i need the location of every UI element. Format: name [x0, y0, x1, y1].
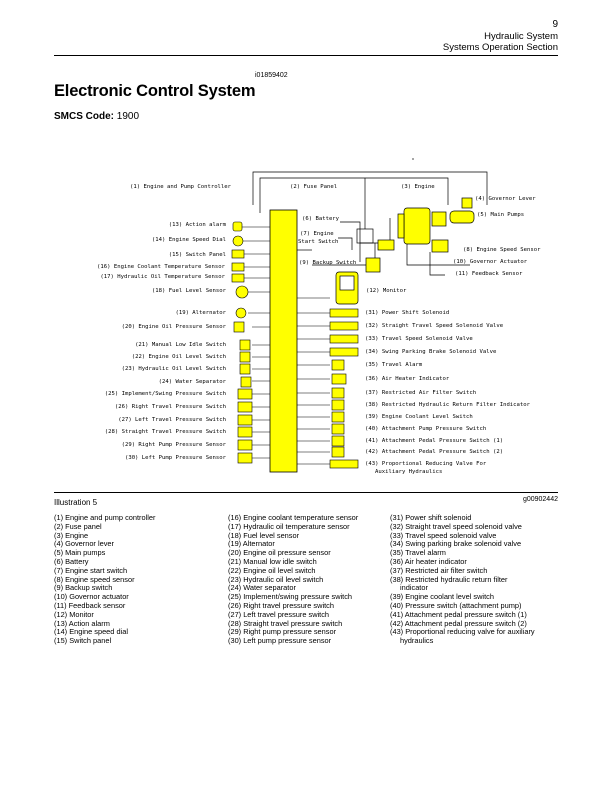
legend-item: (36) Air heater indicator: [390, 556, 467, 566]
label-34: (34) Swing Parking Brake Solenoid Valve: [365, 349, 497, 355]
legend-item: (30) Left pump pressure sensor: [228, 636, 332, 646]
legend-item: indicator: [400, 583, 428, 593]
legend-item: (1) Engine and pump controller: [54, 513, 156, 522]
legend-item: (7) Engine start switch: [54, 565, 128, 575]
label-33: (33) Travel Speed Solenoid Valve: [365, 336, 473, 342]
legend-item: (39) Engine coolant level switch: [390, 592, 494, 602]
label-26: (26) Right Travel Pressure Switch: [114, 404, 226, 410]
label-engine-speed-sensor: (8) Engine Speed Sensor: [463, 247, 541, 253]
document-id: i01859402: [255, 72, 288, 79]
label-37: (37) Restricted Air Filter Switch: [365, 390, 477, 396]
legend-item: (29) Right pump pressure sensor: [228, 627, 337, 637]
label-monitor: (12) Monitor: [366, 288, 407, 294]
label-21: (21) Manual Low Idle Switch: [135, 342, 226, 348]
label-governor-lever: (4) Governor Lever: [475, 196, 536, 202]
legend-item: (35) Travel alarm: [390, 548, 446, 558]
label-20: (20) Engine Oil Pressure Sensor: [121, 324, 226, 330]
label-fuse-panel: (2) Fuse Panel: [290, 184, 338, 190]
label-36: (36) Air Heater Indicator: [365, 376, 450, 382]
label-main-pumps: (5) Main Pumps: [477, 212, 525, 218]
label-13: (13) Action alarm: [168, 222, 226, 228]
smcs-label: SMCS Code:: [54, 111, 114, 122]
graphic-number: g00902442: [522, 496, 558, 503]
label-28: (28) Straight Travel Pressure Switch: [104, 429, 226, 435]
legend-item: (27) Left travel pressure switch: [228, 609, 330, 619]
legend-column-3: [390, 514, 535, 646]
label-35: (35) Travel Alarm: [365, 362, 423, 368]
legend-item: (4) Governor lever: [54, 539, 114, 549]
legend-item: (16) Engine coolant temperature sensor: [228, 513, 359, 522]
legend-item: (11) Feedback sensor: [54, 600, 126, 610]
illustration-label: Illustration 5: [54, 498, 98, 507]
label-governor-actuator: (10) Governor Actuator: [453, 259, 528, 265]
label-24: (24) Water Separator: [158, 379, 226, 385]
legend-item: (31) Power shift solenoid: [390, 513, 472, 522]
legend-item: (21) Manual low idle switch: [228, 556, 317, 566]
smcs-value: 1900: [116, 111, 140, 122]
label-19: (19) Alternator: [175, 310, 226, 316]
label-43-cont: Auxiliary Hydraulics: [375, 469, 443, 475]
legend-item: (34) Swing parking brake solenoid valve: [390, 539, 522, 549]
legend-item: (3) Engine: [54, 530, 89, 540]
legend-item: (33) Travel speed solenoid valve: [390, 530, 497, 540]
legend-item: (24) Water separator: [228, 583, 296, 593]
label-feedback-sensor: (11) Feedback Sensor: [455, 271, 523, 277]
label-27: (27) Left Travel Pressure Switch: [118, 417, 226, 423]
legend-item: (40) Pressure switch (attachment pump): [390, 600, 522, 610]
label-engine-start-2: Start Switch: [298, 239, 339, 245]
legend-item: (28) Straight travel pressure switch: [228, 618, 343, 628]
label-29: (29) Right Pump Pressure Sensor: [121, 442, 226, 448]
legend-item: (14) Engine speed dial: [54, 627, 128, 637]
label-engine: (3) Engine: [401, 184, 435, 190]
legend-column-1: [54, 514, 155, 646]
label-18: (18) Fuel Level Sensor: [151, 288, 226, 294]
legend-item: (13) Action alarm: [54, 618, 110, 628]
legend-item: (26) Right travel pressure switch: [228, 600, 334, 610]
header-subsection: Systems Operation Section: [442, 42, 558, 53]
legend-item: (41) Attachment pedal pressure switch (1): [390, 609, 527, 619]
legend-item: (25) Implement/swing pressure switch: [228, 592, 353, 602]
legend-item: (6) Battery: [54, 556, 89, 566]
page-title: Electronic Control System: [54, 82, 256, 100]
legend-item: (37) Restricted air filter switch: [390, 565, 488, 575]
legend-item: (43) Proportional reducing valve for auxiliary: [390, 627, 535, 637]
legend-item: (17) Hydraulic oil temperature sensor: [228, 521, 350, 531]
legend-item: (20) Engine oil pressure sensor: [228, 548, 331, 558]
legend-item: (19) Alternator: [228, 539, 275, 549]
label-43: (43) Proportional Reducing Valve For: [365, 461, 487, 467]
label-31: (31) Power Shift Solenoid: [365, 310, 450, 316]
label-battery: (6) Battery: [302, 216, 340, 222]
header-section: Hydraulic System: [484, 30, 558, 42]
label-39: (39) Engine Coolant Level Switch: [365, 414, 473, 420]
legend-item: (42) Attachment pedal pressure switch (2): [390, 618, 527, 628]
label-15: (15) Switch Panel: [168, 252, 226, 258]
label-16: (16) Engine Coolant Temperature Sensor: [97, 264, 225, 270]
legend-item: (2) Fuse panel: [54, 521, 102, 531]
legend-item: hydraulics: [400, 636, 434, 646]
legend-item: (18) Fuel level sensor: [228, 530, 300, 540]
legend-item: (38) Restricted hydraulic return filter: [390, 574, 508, 584]
label-14: (14) Engine Speed Dial: [151, 237, 226, 243]
legend-item: (10) Governor actuator: [54, 592, 129, 602]
label-41: (41) Attachment Pedal Pressure Switch (1): [365, 438, 504, 444]
legend-item: (5) Main pumps: [54, 548, 106, 558]
legend-item: (12) Monitor: [54, 609, 94, 619]
label-engine-start-1: (7) Engine: [300, 231, 334, 237]
legend-column-2: [228, 514, 358, 646]
label-backup-switch: (9) Backup Switch: [299, 260, 357, 266]
illustration-rule: [54, 492, 558, 493]
legend-item: (23) Hydraulic oil level switch: [228, 574, 324, 584]
legend-item: (9) Backup switch: [54, 583, 113, 593]
legend-item: (32) Straight travel speed solenoid valve: [390, 521, 522, 531]
label-32: (32) Straight Travel Speed Solenoid Valve: [365, 323, 504, 329]
label-22: (22) Engine Oil Level Switch: [131, 354, 226, 360]
label-40: (40) Attachment Pump Pressure Switch: [365, 426, 487, 432]
legend-item: (15) Switch panel: [54, 636, 112, 646]
label-38: (38) Restricted Hydraulic Return Filter Indicator: [365, 402, 531, 408]
legend-item: (8) Engine speed sensor: [54, 574, 135, 584]
label-42: (42) Attachment Pedal Pressure Switch (2): [365, 449, 504, 455]
label-23: (23) Hydraulic Oil Level Switch: [121, 366, 226, 372]
label-17: (17) Hydraulic Oil Temperature Sensor: [100, 274, 225, 280]
label-30: (30) Left Pump Pressure Sensor: [124, 455, 226, 461]
page-number: 9: [552, 19, 558, 30]
label-25: (25) Implement/Swing Pressure Switch: [104, 391, 226, 397]
label-engine-pump-controller: (1) Engine and Pump Controller: [130, 184, 232, 190]
legend-item: (22) Engine oil level switch: [228, 565, 316, 575]
